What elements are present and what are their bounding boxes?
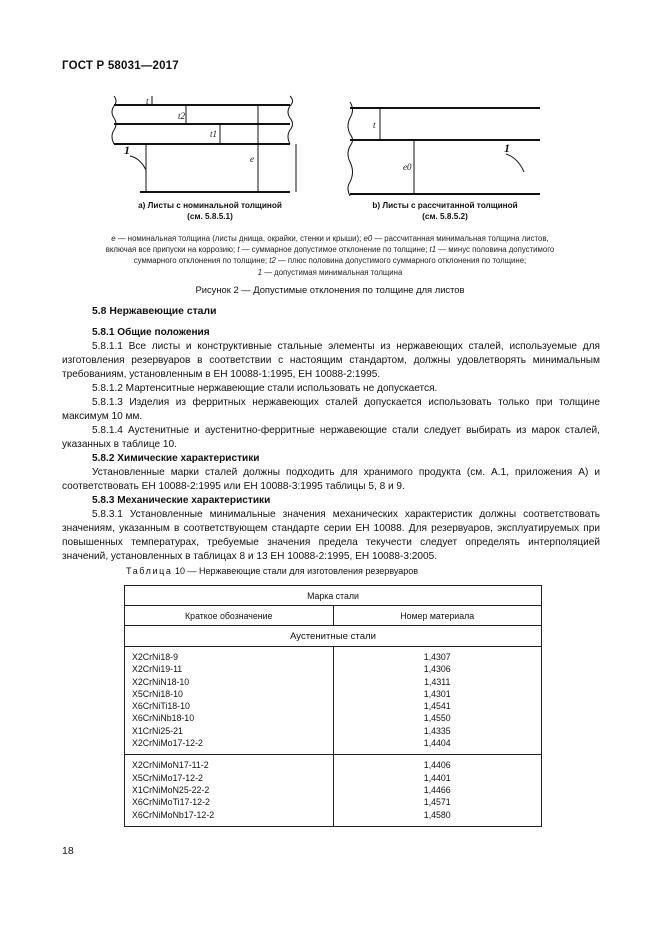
para-5-8-2: Установленные марки сталей должны подходить для хранимого продукта (см. А.1, приложения А) и соответствовать ЕН 10088-2:1995 или ЕН 10088-3:1995 таблицы 5, 8 и 9. <box>62 467 600 492</box>
table-cell-number: 1,4571 <box>423 797 451 808</box>
legend-1: — допустимая минимальная толщина <box>264 267 403 277</box>
para-5-8-1-2: 5.8.1.2 Мартенситные нержавеющие стали использовать не допускается. <box>92 383 438 394</box>
table-cell-number: 1,4401 <box>423 772 451 783</box>
table-block-2 <box>125 755 542 826</box>
section-5-8 <box>62 305 600 564</box>
legend-corrosion: включая все припуски на коррозию; <box>105 245 236 255</box>
table-cell-name: X2CrNi19-11 <box>132 664 183 675</box>
para-5-8-1-1: 5.8.1.1 Все листы и конструктивные стальные элементы из нержавеющих сталей, используемые для изготовления резервуаров в соответствии с настоящим стандартом, должны удовлетворять минимальным требованиям, установленным в ЕН 10088-1:1995, ЕН 10088-2:1995. <box>62 341 600 380</box>
plate-b-break <box>348 102 353 196</box>
caption-b-text: b) Листы с рассчитанной толщиной <box>372 201 518 210</box>
legend-t2: — плюс половина допустимого суммарного отклонения по толщине; <box>277 256 527 266</box>
block1-names <box>125 647 334 755</box>
legend-sym-1: 1 <box>257 267 263 277</box>
table-cell-name: X2CrNiMoN17-11-2 <box>132 760 209 771</box>
caption-a-text: a) Листы с номинальной толщиной <box>138 201 282 210</box>
heading-5-8-2: 5.8.2 Химические характеристики <box>92 453 260 464</box>
table-cell-number: 1,4307 <box>423 652 451 662</box>
legend-sym-t: t <box>237 245 240 255</box>
table-cell-number: 1,4550 <box>423 713 451 724</box>
table-block-1 <box>125 647 542 755</box>
caption-b-ref: (см. 5.8.5.2) <box>422 212 468 221</box>
table-cell-name: X5CrNi18-10 <box>132 688 183 699</box>
table-cell-number: 1,4580 <box>423 809 451 820</box>
caption-a-ref: (см. 5.8.5.1) <box>187 212 233 221</box>
heading-5-8-1: 5.8.1 Общие положения <box>92 327 210 338</box>
fig-label-1a: 1 <box>124 143 130 157</box>
page-number: 18 <box>62 845 74 857</box>
table-cell-number: 1,4406 <box>423 760 451 771</box>
table-cell-name: X6CrNiMoNb17-12-2 <box>132 809 215 820</box>
table-cell-name: X6CrNiTi18-10 <box>132 701 190 712</box>
table-cell-number: 1,4311 <box>424 676 451 687</box>
figure-title: Рисунок 2 — Допустимые отклонения по толщине для листов <box>195 284 465 295</box>
heading-5-8-3: 5.8.3 Механические характеристики <box>92 495 271 506</box>
legend-t1: — минус половина допустимого <box>438 245 555 255</box>
fig-label-e: e <box>250 154 254 164</box>
block2-names <box>125 755 334 826</box>
table-cell-name: X1CrNi25-21 <box>132 725 183 736</box>
table-cell-name: X6CrNiMoTi17-12-2 <box>132 797 210 808</box>
table-header-designation: Краткое обозначение <box>125 606 334 626</box>
legend-e: — номинальная толщина (листы днища, окрайки, стенки и крыши); <box>117 234 362 243</box>
table-cell-name: X2CrNiMo17-12-2 <box>132 738 203 749</box>
figure-2-diagram <box>100 92 550 197</box>
plate-a-break <box>288 96 293 144</box>
para-5-8-3-1: 5.8.3.1 Установленные минимальные значения механических характеристик должны соответствовать значениям, указанным в соответствующем стандарте серии ЕН 10088. Для резервуаров, эксплуатируемых при повышенных температурах, требуемые значения предела текучести следует определять интерполяцией значений, установленных в таблицах 8 и 13 ЕН 10088-2:1995, ЕН 10088-3:2005. <box>62 509 600 562</box>
fig-label-e0: e0 <box>403 162 412 172</box>
table-cell-number: 1,4466 <box>423 784 451 795</box>
document-header: ГОСТ Р 58031—2017 <box>62 60 179 72</box>
fig-label-t2: t2 <box>178 111 186 121</box>
table-caption-word: Таблица <box>126 566 173 576</box>
table-group-austenitic: Аустенитные стали <box>125 626 542 647</box>
legend-e0: — рассчитанная минимальная толщина листов, <box>374 234 549 243</box>
legend-sym-e0: e0 <box>363 234 373 243</box>
block2-numbers <box>333 755 542 826</box>
block1-numbers <box>333 647 542 755</box>
caption-b <box>355 200 535 222</box>
legend-t1-cont: суммарного отклонения по толщине; <box>133 256 268 266</box>
table-header-material-number: Номер материала <box>333 606 542 626</box>
steel-grades-table <box>124 585 542 827</box>
legend-sym-t1: t1 <box>429 245 437 255</box>
para-5-8-1-4: 5.8.1.4 Аустенитные и аустенитно-ферритные нержавеющие стали следует выбирать из марок сталей, указанных в таблице 10. <box>62 425 600 450</box>
legend-t: — суммарное допустимое отклонение по толщине; <box>241 245 428 255</box>
table-cell-name: X5CrNiMo17-12-2 <box>132 772 203 783</box>
legend-sym-t2: t2 <box>269 256 276 266</box>
table-cell-number: 1,4306 <box>423 664 451 675</box>
table-caption-rest: 10 — Нержавеющие стали для изготовления резервуаров <box>172 566 419 576</box>
table-cell-name: X2CrNiN18-10 <box>132 676 190 687</box>
table-cell-number: 1,4301 <box>423 688 451 699</box>
fig-label-t1: t1 <box>210 129 218 139</box>
figure-legend <box>60 233 600 278</box>
caption-a <box>130 200 290 222</box>
para-5-8-1-3: 5.8.1.3 Изделия из ферритных нержавеющих сталей допускается использовать только при толщине максимум 10 мм. <box>62 397 600 422</box>
table-header-main: Марка стали <box>125 586 542 606</box>
table-cell-name: X2CrNi18-9 <box>132 652 178 662</box>
table-cell-number: 1,4541 <box>423 701 451 712</box>
legend-sym-e: e <box>111 234 116 243</box>
table-caption <box>126 566 418 576</box>
heading-5-8: 5.8 Нержавеющие стали <box>92 306 217 317</box>
fig-label-t-b: t <box>373 120 376 130</box>
table-cell-name: X1CrNiMoN25-22-2 <box>132 784 210 795</box>
table-cell-number: 1,4335 <box>423 725 451 736</box>
fig-label-1b: 1 <box>504 141 510 155</box>
table-cell-name: X6CrNiNb18-10 <box>132 713 195 724</box>
fig-label-t: t <box>146 96 149 106</box>
table-cell-number: 1,4404 <box>423 738 451 749</box>
